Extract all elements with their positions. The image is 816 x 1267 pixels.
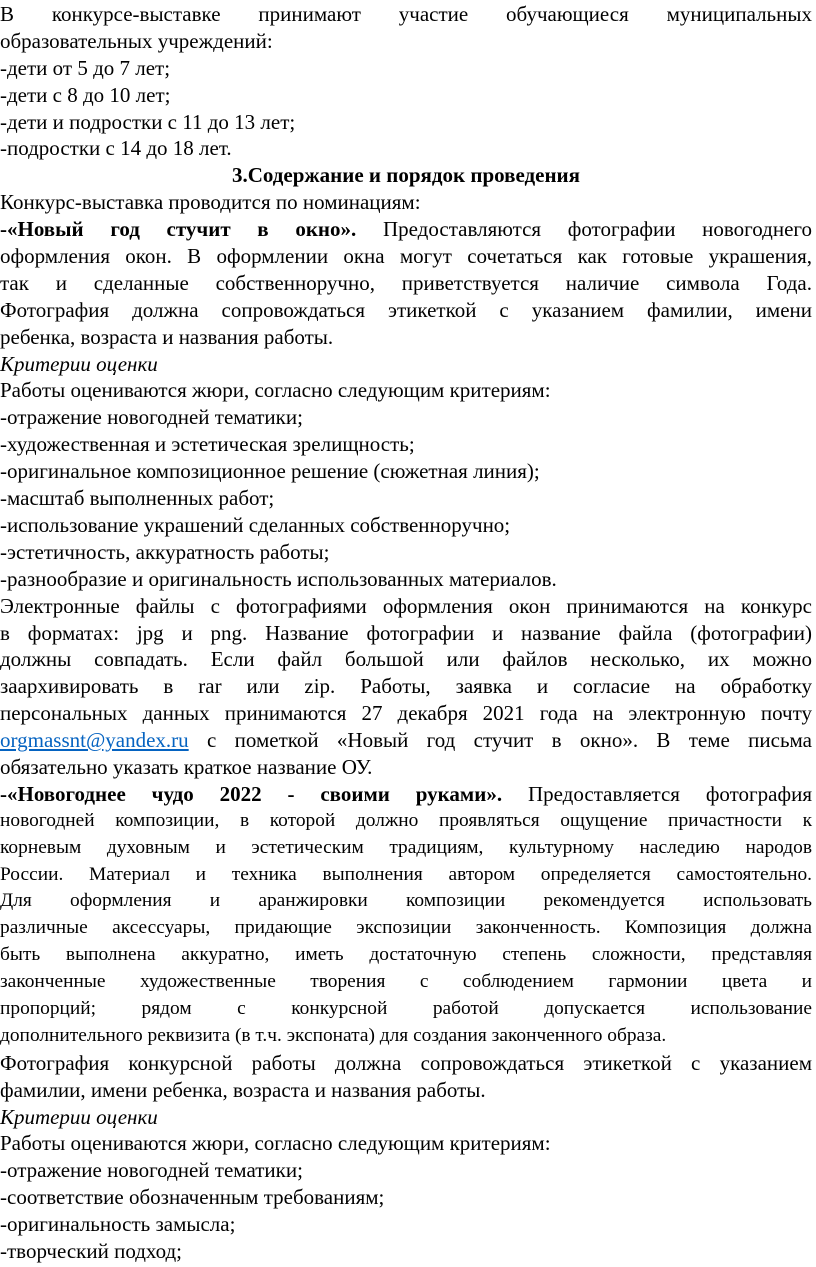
- nomination-2-line-1: [0, 780, 812, 808]
- age-group-1: -дети от 5 до 7 лет;: [0, 55, 171, 80]
- nomination-1-criterion: -использование украшений сделанных собственноручно;: [0, 512, 511, 537]
- nomination-2-criterion: -творческий подход;: [0, 1239, 183, 1263]
- files-line-3: должны совпадать. Если файл большой или файлов несколько, их можно: [0, 647, 812, 672]
- nomination-2-line-5: Для оформления и аранжировки композиции рекомендуется использовать: [0, 890, 812, 912]
- nomination-1-criterion: -отражение новогодней тематики;: [0, 405, 303, 430]
- files-line-6-text: с пометкой «Новый год стучит в окно». В теме письма: [188, 728, 812, 753]
- nomination-2-photo-line-1: Фотография конкурсной работы должна сопровождаться этикеткой с указанием: [0, 1050, 812, 1075]
- participants-line-1: В конкурсе-выставке принимают участие обучающиеся муниципальных: [0, 2, 812, 26]
- files-line-4: заархивировать в rar или zip. Работы, заявка и согласие на обработку: [0, 674, 812, 699]
- nomination-2-criterion: -отражение новогодней тематики;: [0, 1158, 303, 1183]
- nomination-1-criterion: -масштаб выполненных работ;: [0, 486, 275, 511]
- age-group-3: -дети и подростки с 11 до 13 лет;: [0, 109, 296, 134]
- nomination-1-criterion: -художественная и эстетическая зрелищность;: [0, 432, 415, 457]
- email-link[interactable]: orgmassnt@yandex.ru: [0, 728, 189, 753]
- nomination-1-line-4: Фотография должна сопровождаться этикеткой с указанием фамилии, имени: [0, 297, 812, 322]
- nomination-2-line-4: России. Материал и техника выполнения автором определяется самостоятельно.: [0, 863, 812, 885]
- nomination-1-criterion: -разнообразие и оригинальность использованных материалов.: [0, 566, 557, 591]
- nomination-1-line-1-text: Предоставляются фотографии новогоднего: [356, 217, 812, 242]
- nomination-1-criteria-intro: Работы оцениваются жюри, согласно следующим критериям:: [0, 378, 551, 403]
- nomination-1-line-3: так и сделанные собственноручно, приветствуется наличие символа Года.: [0, 270, 812, 295]
- nomination-2-line-6: различные аксессуары, придающие экспозиции законченность. Композиция должна: [0, 917, 812, 939]
- files-line-5: персональных данных принимаются 27 декабря 2021 года на электронную почту: [0, 701, 812, 726]
- nomination-2-line-7: быть выполнена аккуратно, иметь достаточную степень сложности, представляя: [0, 944, 812, 966]
- nomination-2-line-9: пропорций; рядом с конкурсной работой допускается использование: [0, 997, 812, 1019]
- nomination-1-criterion: -оригинальное композиционное решение (сюжетная линия);: [0, 459, 540, 484]
- nomination-2-criteria-intro: Работы оцениваются жюри, согласно следующим критериям:: [0, 1131, 551, 1156]
- age-group-2: -дети с 8 до 10 лет;: [0, 82, 171, 107]
- files-line-2: в форматах: jpg и png. Название фотографии и название файла (фотографии): [0, 620, 812, 645]
- participants-line-2: образовательных учреждений:: [0, 28, 273, 53]
- nomination-2-photo-line-2: фамилии, имени ребенка, возраста и названия работы.: [0, 1077, 486, 1102]
- nomination-2-line-2: новогодней композиции, в которой должно проявляться ощущение причастности к: [0, 809, 812, 831]
- nomination-2-line-8: законченные художественные творения с соблюдением гармонии цвета и: [0, 971, 812, 993]
- files-line-7: обязательно указать краткое название ОУ.: [0, 754, 373, 779]
- nomination-1-line-1: [0, 215, 812, 243]
- nomination-2-line-1-text: Предоставляется фотография: [502, 781, 812, 806]
- nomination-2-criterion: -соответствие обозначенным требованиям;: [0, 1185, 385, 1210]
- section-3-intro: Конкурс-выставка проводится по номинациям:: [0, 190, 421, 215]
- nomination-2-title: -«Новогоднее чудо 2022 - своими руками».: [0, 781, 503, 806]
- nomination-1-criteria-title: Критерии оценки: [0, 351, 158, 376]
- section-3-title: 3.Содержание и порядок проведения: [231, 163, 581, 188]
- files-line-1: Электронные файлы с фотографиями оформления окон принимаются на конкурс: [0, 593, 812, 618]
- nomination-1-line-5: ребенка, возраста и названия работы.: [0, 324, 334, 349]
- nomination-1-title: -«Новый год стучит в окно».: [0, 217, 357, 242]
- nomination-2-criteria-title: Критерии оценки: [0, 1104, 158, 1129]
- age-group-4: -подростки с 14 до 18 лет.: [0, 136, 232, 161]
- nomination-2-line-10: дополнительного реквизита (в т.ч. экспоната) для создания законченного образа.: [0, 1024, 667, 1046]
- nomination-2-criterion: -оригинальность замысла;: [0, 1212, 236, 1237]
- nomination-1-criterion: -эстетичность, аккуратность работы;: [0, 539, 330, 564]
- nomination-2-line-3: корневым духовным и эстетическим традициям, культурному наследию народов: [0, 836, 812, 858]
- files-line-6: [0, 726, 812, 754]
- nomination-1-line-2: оформления окон. В оформлении окна могут сочетаться как готовые украшения,: [0, 244, 812, 269]
